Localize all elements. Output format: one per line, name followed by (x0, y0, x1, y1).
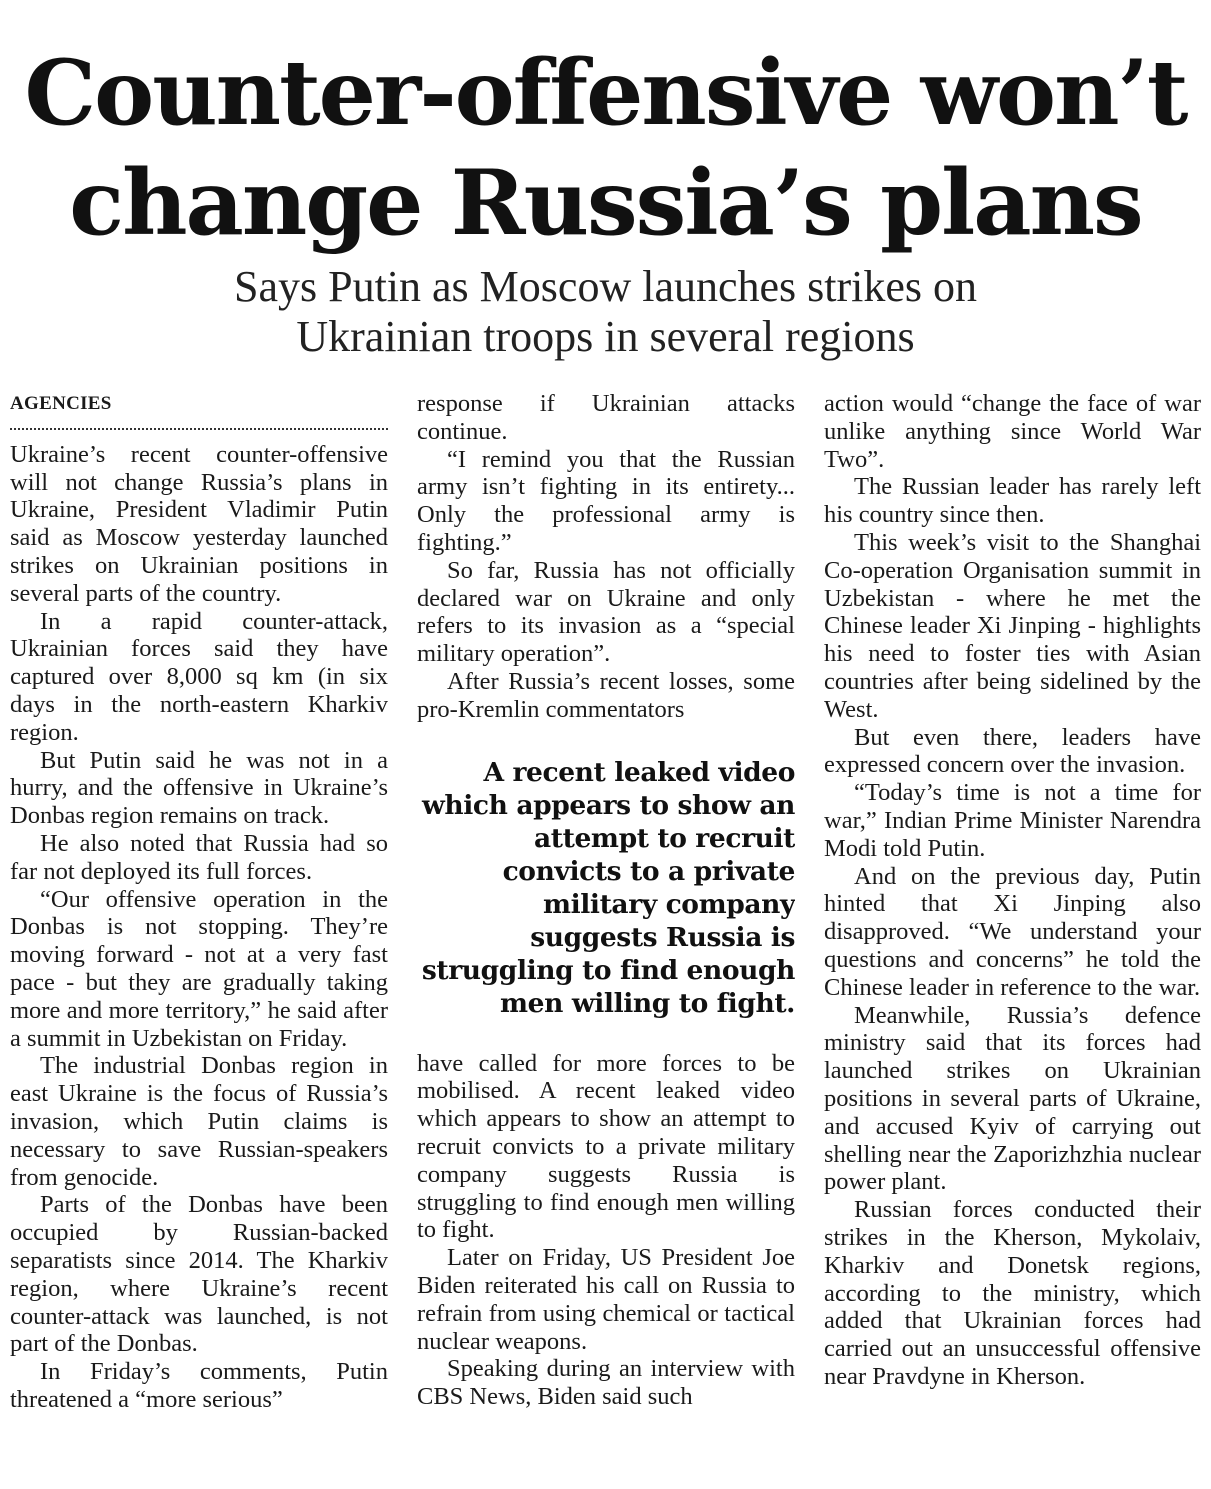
article-paragraph: Ukraine’s recent counter-offensive will not change Russia’s plans in Ukraine, President Vladimir Putin said as Moscow yesterday launched strikes on Ukrainian positions in several parts of the country. (10, 440, 388, 607)
article-paragraph: This week’s visit to the Shanghai Co-operation Organisation summit in Uzbekistan - where he met the Chinese leader Xi Jinping - highlights his need to foster ties with Asian countries after being sidelined by the West. (824, 528, 1201, 723)
article-paragraph: Later on Friday, US President Joe Biden reiterated his call on Russia to refrain from using chemical or tactical nuclear weapons. (417, 1244, 795, 1355)
article-paragraph: Russian forces conducted their strikes in the Kherson, Mykolaiv, Kharkiv and Donetsk regions, according to the ministry, which added that Ukrainian forces had carried out an unsuccessful offensive near Pravdyne in Kherson. (824, 1196, 1201, 1390)
headline-line-2: change Russia’s plans (69, 150, 1142, 256)
article-paragraph: “I remind you that the Russian army isn’t fighting in its entirety... Only the professional army is fighting.” (417, 445, 795, 556)
article-paragraph: have called for more forces to be mobilised. A recent leaked video which appears to show an attempt to recruit convicts to a private military company suggests Russia is struggling to find enough men willing to fight. (417, 1049, 795, 1244)
article-column-2 (417, 390, 795, 1480)
article-paragraph: In Friday’s comments, Putin threatened a “more serious” (10, 1358, 388, 1413)
article-paragraph: The industrial Donbas region in east Ukraine is the focus of Russia’s invasion, which Putin claims is necessary to save Russian-speakers from genocide. (10, 1052, 388, 1191)
pull-quote: A recent leaked video which appears to show an attempt to recruit convicts to a private military company suggests Russia is struggling to find enough men willing to fight. (421, 756, 795, 1019)
byline: AGENCIES (10, 390, 388, 430)
article-paragraph: “Our offensive operation in the Donbas is not stopping. They’re moving forward - not at a very fast pace - but they are gradually taking more and more territory,” he said after a summit in Uzbekistan on Friday. (10, 885, 388, 1052)
article-paragraph: But even there, leaders have expressed concern over the invasion. (824, 723, 1201, 779)
article-column-3 (824, 390, 1201, 1480)
article-paragraph: In a rapid counter-attack, Ukrainian forces said they have captured over 8,000 sq km (in six days in the north-eastern Kharkiv region. (10, 607, 388, 746)
article-paragraph: action would “change the face of war unlike anything since World War Two”. (824, 390, 1201, 473)
article-paragraph: But Putin said he was not in a hurry, and the offensive in Ukraine’s Donbas region remains on track. (10, 746, 388, 830)
article-paragraph: response if Ukrainian attacks continue. (417, 390, 795, 445)
article-paragraph: Parts of the Donbas have been occupied by Russian-backed separatists since 2014. The Kharkiv region, where Ukraine’s recent counter-attack was launched, is not part of the Donbas. (10, 1191, 388, 1358)
article-paragraph: The Russian leader has rarely left his country since then. (824, 473, 1201, 529)
article-paragraph: After Russia’s recent losses, some pro-Kremlin commentators (417, 667, 795, 723)
subheadline-line-2: Ukrainian troops in several regions (296, 312, 915, 361)
subheadline-line-1: Says Putin as Moscow launches strikes on (233, 262, 978, 311)
article-paragraph: And on the previous day, Putin hinted that Xi Jinping also disapproved. “We understand your questions and concerns” he told the Chinese leader in reference to the war. (824, 862, 1201, 1001)
article-paragraph: So far, Russia has not officially declared war on Ukraine and only refers to its invasion as a “special military operation”. (417, 556, 795, 668)
article-column-1 (10, 390, 388, 1480)
article-paragraph: Speaking during an interview with CBS News, Biden said such (417, 1355, 795, 1411)
headline (0, 38, 1211, 258)
headline-line-1: Counter-offensive won’t (24, 40, 1187, 146)
article-paragraph: Meanwhile, Russia’s defence ministry said that its forces had launched strikes on Ukrainian positions in several parts of Ukraine, and accused Kyiv of carrying out shelling near the Zaporizhzhia nuclear power plant. (824, 1001, 1201, 1196)
article-paragraph: “Today’s time is not a time for war,” Indian Prime Minister Narendra Modi told Putin. (824, 779, 1201, 862)
subheadline (0, 262, 1211, 362)
article-paragraph: He also noted that Russia had so far not deployed its full forces. (10, 829, 388, 885)
